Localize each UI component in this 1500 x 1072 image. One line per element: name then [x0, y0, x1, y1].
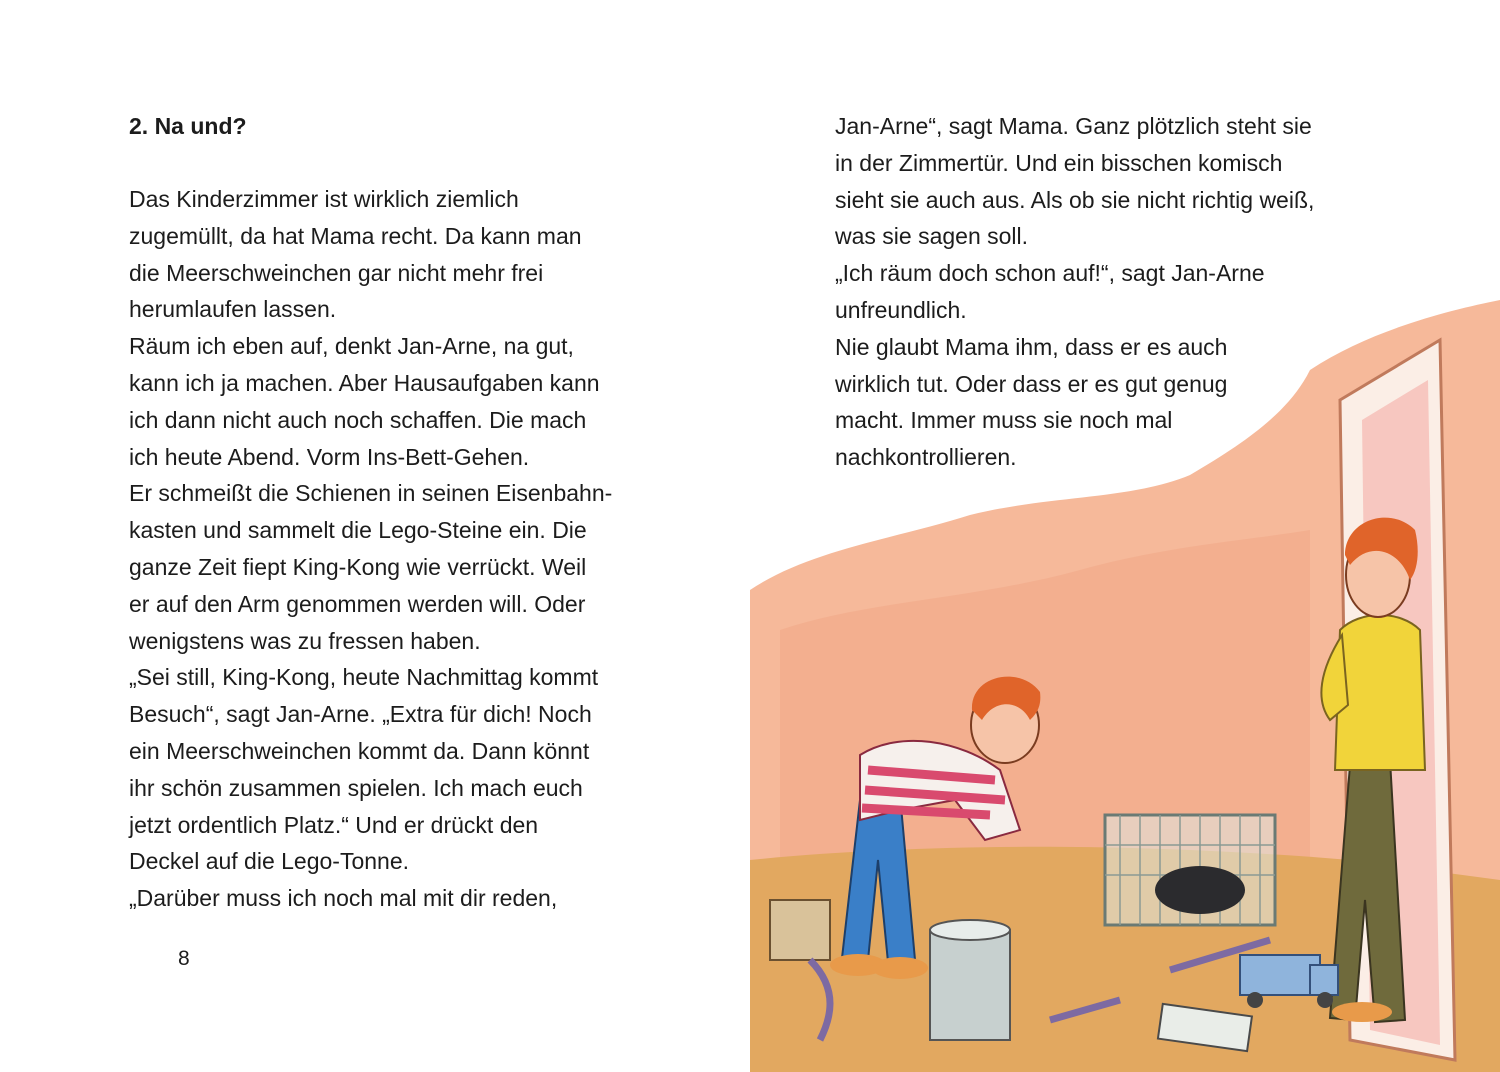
text-line: macht. Immer muss sie noch mal [835, 407, 1173, 434]
text-line: ein Meerschweinchen kommt da. Dann könnt [129, 737, 590, 764]
text-line: nachkontrollieren. [835, 444, 1017, 471]
text-line: Er schmeißt die Schienen in seinen Eisenbahn- [129, 480, 613, 507]
text-line: ich dann nicht auch noch schaffen. Die mach [129, 406, 587, 433]
text-line: Deckel auf die Lego-Tonne. [129, 848, 410, 875]
text-line: jetzt ordentlich Platz.“ Und er drückt den [129, 811, 539, 838]
text-line: „Darüber muss ich noch mal mit dir reden, [129, 885, 558, 912]
text-line: herumlaufen lassen. [129, 296, 337, 323]
text-line: Nie glaubt Mama ihm, dass er es auch [835, 333, 1228, 360]
text-line: er auf den Arm genommen werden will. Oder [129, 590, 586, 617]
text-line: ganze Zeit fiept King-Kong wie verrückt. Weil [129, 553, 587, 580]
text-line: ihr schön zusammen spielen. Ich mach euch [129, 774, 583, 801]
left-text-block [129, 181, 612, 917]
right-text-block [835, 108, 1314, 476]
guinea-pig-cage [1105, 815, 1275, 925]
text-line: Jan-Arne“, sagt Mama. Ganz plötzlich steht sie [835, 113, 1312, 139]
text-line: ich heute Abend. Vorm Ins-Bett-Gehen. [129, 443, 530, 470]
lego-tonne [930, 920, 1010, 1040]
text-line: kasten und sammelt die Lego-Steine ein. Die [129, 517, 587, 544]
text-line: sieht sie auch aus. Als ob sie nicht richtig weiß, [835, 186, 1315, 213]
right-page [750, 0, 1500, 1072]
text-line: die Meerschweinchen gar nicht mehr frei [129, 259, 544, 286]
text-line: „Sei still, King-Kong, heute Nachmittag kommt [129, 664, 599, 691]
text-line: unfreundlich. [835, 296, 967, 323]
chapter-title: 2. Na und? [129, 113, 247, 139]
text-line: wirklich tut. Oder dass er es gut genug [835, 370, 1228, 397]
text-line: zugemüllt, da hat Mama recht. Da kann man [129, 222, 582, 249]
cardboard-box [770, 900, 830, 960]
text-line: wenigstens was zu fressen haben. [129, 627, 481, 654]
guinea-pig [1155, 866, 1245, 914]
page-number: 8 [178, 947, 190, 970]
text-line: kann ich ja machen. Aber Hausaufgaben kann [129, 369, 600, 396]
text-line: was sie sagen soll. [835, 223, 1029, 250]
text-line: Räum ich eben auf, denkt Jan-Arne, na gut, [129, 333, 574, 360]
text-line: „Ich räum doch schon auf!“, sagt Jan-Arne [835, 260, 1265, 287]
text-line: Das Kinderzimmer ist wirklich ziemlich [129, 186, 519, 212]
text-line: Besuch“, sagt Jan-Arne. „Extra für dich! Noch [129, 701, 592, 728]
text-line: in der Zimmertür. Und ein bisschen komisch [835, 149, 1283, 176]
